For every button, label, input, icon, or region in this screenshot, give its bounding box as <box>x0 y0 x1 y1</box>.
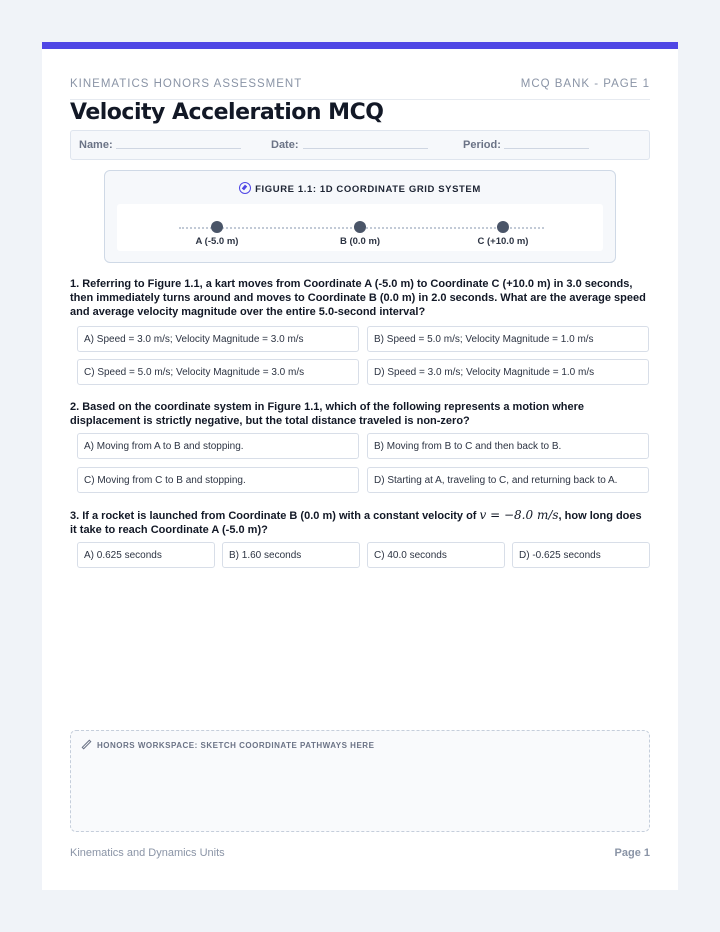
question-1-text: 1. Referring to Figure 1.1, a kart moves from Coordinate A (-5.0 m) to Coordinate C (+10.0 m) in 3.0 seconds, then immediately turns around and moves to Coordinate B (0.0 m) in 2.0 seconds. What are the average speed and average velocity magnitude over the entire 5.0-second interval? <box>70 278 646 318</box>
question-2-option-d[interactable]: D) Starting at A, traveling to C, and returning back to A. <box>367 467 649 493</box>
figure-caption: FIGURE 1.1: 1D COORDINATE GRID SYSTEM <box>255 184 481 195</box>
question-2-option-c[interactable]: C) Moving from C to B and stopping. <box>77 467 359 493</box>
velocity-formula: v = −8.0 m/s <box>479 508 559 522</box>
sketch-workspace[interactable] <box>70 730 650 832</box>
compass-icon <box>239 182 251 194</box>
coordinate-figure <box>104 170 616 263</box>
point-b-marker <box>354 221 366 233</box>
question-3-option-d[interactable]: D) -0.625 seconds <box>512 542 650 568</box>
accent-bar <box>42 42 678 49</box>
page-title: Velocity Acceleration MCQ <box>70 100 384 125</box>
question-3-option-a[interactable]: A) 0.625 seconds <box>77 542 215 568</box>
period-label: Period: <box>463 139 501 151</box>
header-course: KINEMATICS HONORS ASSESSMENT <box>70 78 303 90</box>
coordinate-grid <box>117 204 603 251</box>
point-b-label: B (0.0 m) <box>339 236 381 247</box>
workspace-label: HONORS WORKSPACE: SKETCH COORDINATE PATHWAYS HERE <box>97 741 375 750</box>
point-c-label: C (+10.0 m) <box>477 236 529 247</box>
question-3-option-b[interactable]: B) 1.60 seconds <box>222 542 360 568</box>
question-2-option-b[interactable]: B) Moving from B to C and then back to B. <box>367 433 649 459</box>
workspace-header <box>81 741 374 750</box>
question-3-text-end: , how long does it take to reach Coordinate A (-5.0 m)? <box>70 510 642 536</box>
footer-page-number: Page 1 <box>614 847 650 859</box>
pencil-icon <box>82 740 92 750</box>
worksheet-page <box>42 42 678 890</box>
question-2-option-a[interactable]: A) Moving from A to B and stopping. <box>77 433 359 459</box>
name-field[interactable] <box>116 148 241 149</box>
figure-caption-row <box>105 182 615 195</box>
question-3-option-c[interactable]: C) 40.0 seconds <box>367 542 505 568</box>
point-a-label: A (-5.0 m) <box>195 236 239 247</box>
student-info-box <box>70 130 650 160</box>
name-label: Name: <box>79 139 113 151</box>
question-2-text: 2. Based on the coordinate system in Figure 1.1, which of the following represents a motion where displacement is strictly negative, but the total distance traveled is non-zero? <box>70 401 585 427</box>
point-a-marker <box>211 221 223 233</box>
question-1-option-a[interactable]: A) Speed = 3.0 m/s; Velocity Magnitude = 3.0 m/s <box>77 326 359 352</box>
header-page-label: MCQ BANK - PAGE 1 <box>520 78 650 90</box>
page-footer <box>70 847 650 859</box>
point-c-marker <box>497 221 509 233</box>
question-3-text-start: 3. If a rocket is launched from Coordinate B (0.0 m) with a constant velocity of <box>70 510 480 522</box>
date-label: Date: <box>271 139 299 151</box>
question-3-text <box>70 508 650 537</box>
page-header <box>70 78 650 90</box>
question-1-option-c[interactable]: C) Speed = 5.0 m/s; Velocity Magnitude = 3.0 m/s <box>77 359 359 385</box>
period-field[interactable] <box>504 148 589 149</box>
question-1-option-b[interactable]: B) Speed = 5.0 m/s; Velocity Magnitude = 1.0 m/s <box>367 326 649 352</box>
question-1-option-d[interactable]: D) Speed = 3.0 m/s; Velocity Magnitude = 1.0 m/s <box>367 359 649 385</box>
footer-unit: Kinematics and Dynamics Units <box>70 847 225 859</box>
date-field[interactable] <box>303 148 428 149</box>
